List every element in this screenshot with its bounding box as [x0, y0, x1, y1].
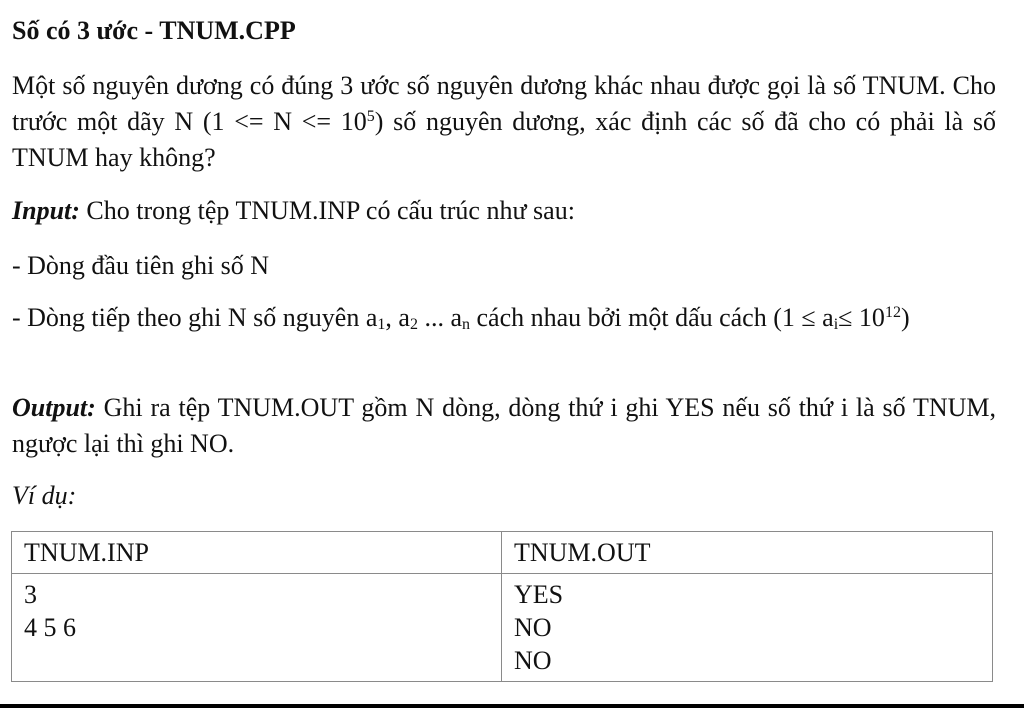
input-description: Cho trong tệp TNUM.INP có cấu trúc như sau:	[79, 196, 575, 225]
input-line-2-part-a: - Dòng tiếp theo ghi N số nguyên a	[12, 303, 378, 332]
input-line-2	[12, 300, 996, 336]
output-cell	[502, 574, 993, 682]
input-label: Input:	[12, 196, 80, 225]
input-line-2-part-c: ≤ 10	[838, 303, 885, 332]
subscript-i: i	[833, 316, 839, 333]
subscript-n: n	[461, 316, 470, 333]
bottom-border	[0, 704, 1024, 708]
header-output-file: TNUM.OUT	[502, 532, 993, 574]
comma-a2: , a	[385, 303, 410, 332]
input-section	[12, 193, 996, 229]
input-cell	[12, 574, 502, 682]
subscript-1: 1	[377, 316, 386, 333]
header-input-file: TNUM.INP	[12, 532, 502, 574]
intro-text-2: ) số nguyên dương, xác định các số đã cho có phải là số TNUM hay không?	[12, 107, 996, 172]
example-table	[11, 531, 993, 682]
intro-text-1: Một số nguyên dương có đúng 3 ước số nguyên dương khác nhau được gọi là số TNUM. Cho trước một dãy N (1 <= N <= 10	[12, 71, 996, 136]
ellipsis-an: ... a	[417, 303, 462, 332]
table-data-row	[12, 574, 993, 682]
output-line: YES	[514, 580, 564, 609]
table-header-row	[12, 532, 993, 574]
output-description: Ghi ra tệp TNUM.OUT gồm N dòng, dòng thứ i ghi YES nếu số thứ i là số TNUM, ngược lại thì ghi NO.	[12, 393, 996, 458]
input-line-2-part-d: )	[900, 303, 910, 332]
output-section	[12, 390, 996, 462]
subscript-2: 2	[409, 316, 418, 333]
input-line-2-part-b: cách nhau bởi một dấu cách (1 ≤ a	[469, 303, 834, 332]
exponent-12: 12	[884, 304, 901, 321]
intro-exponent: 5	[366, 108, 375, 125]
output-line: NO	[514, 646, 552, 675]
input-line-1: - Dòng đầu tiên ghi số N	[12, 251, 270, 280]
output-line: NO	[514, 613, 552, 642]
input-line: 4 5 6	[24, 613, 76, 642]
problem-intro	[12, 68, 996, 176]
input-line: 3	[24, 580, 37, 609]
example-label: Ví dụ:	[12, 481, 77, 510]
output-label: Output:	[12, 393, 96, 422]
problem-title: Số có 3 ước - TNUM.CPP	[12, 16, 296, 45]
